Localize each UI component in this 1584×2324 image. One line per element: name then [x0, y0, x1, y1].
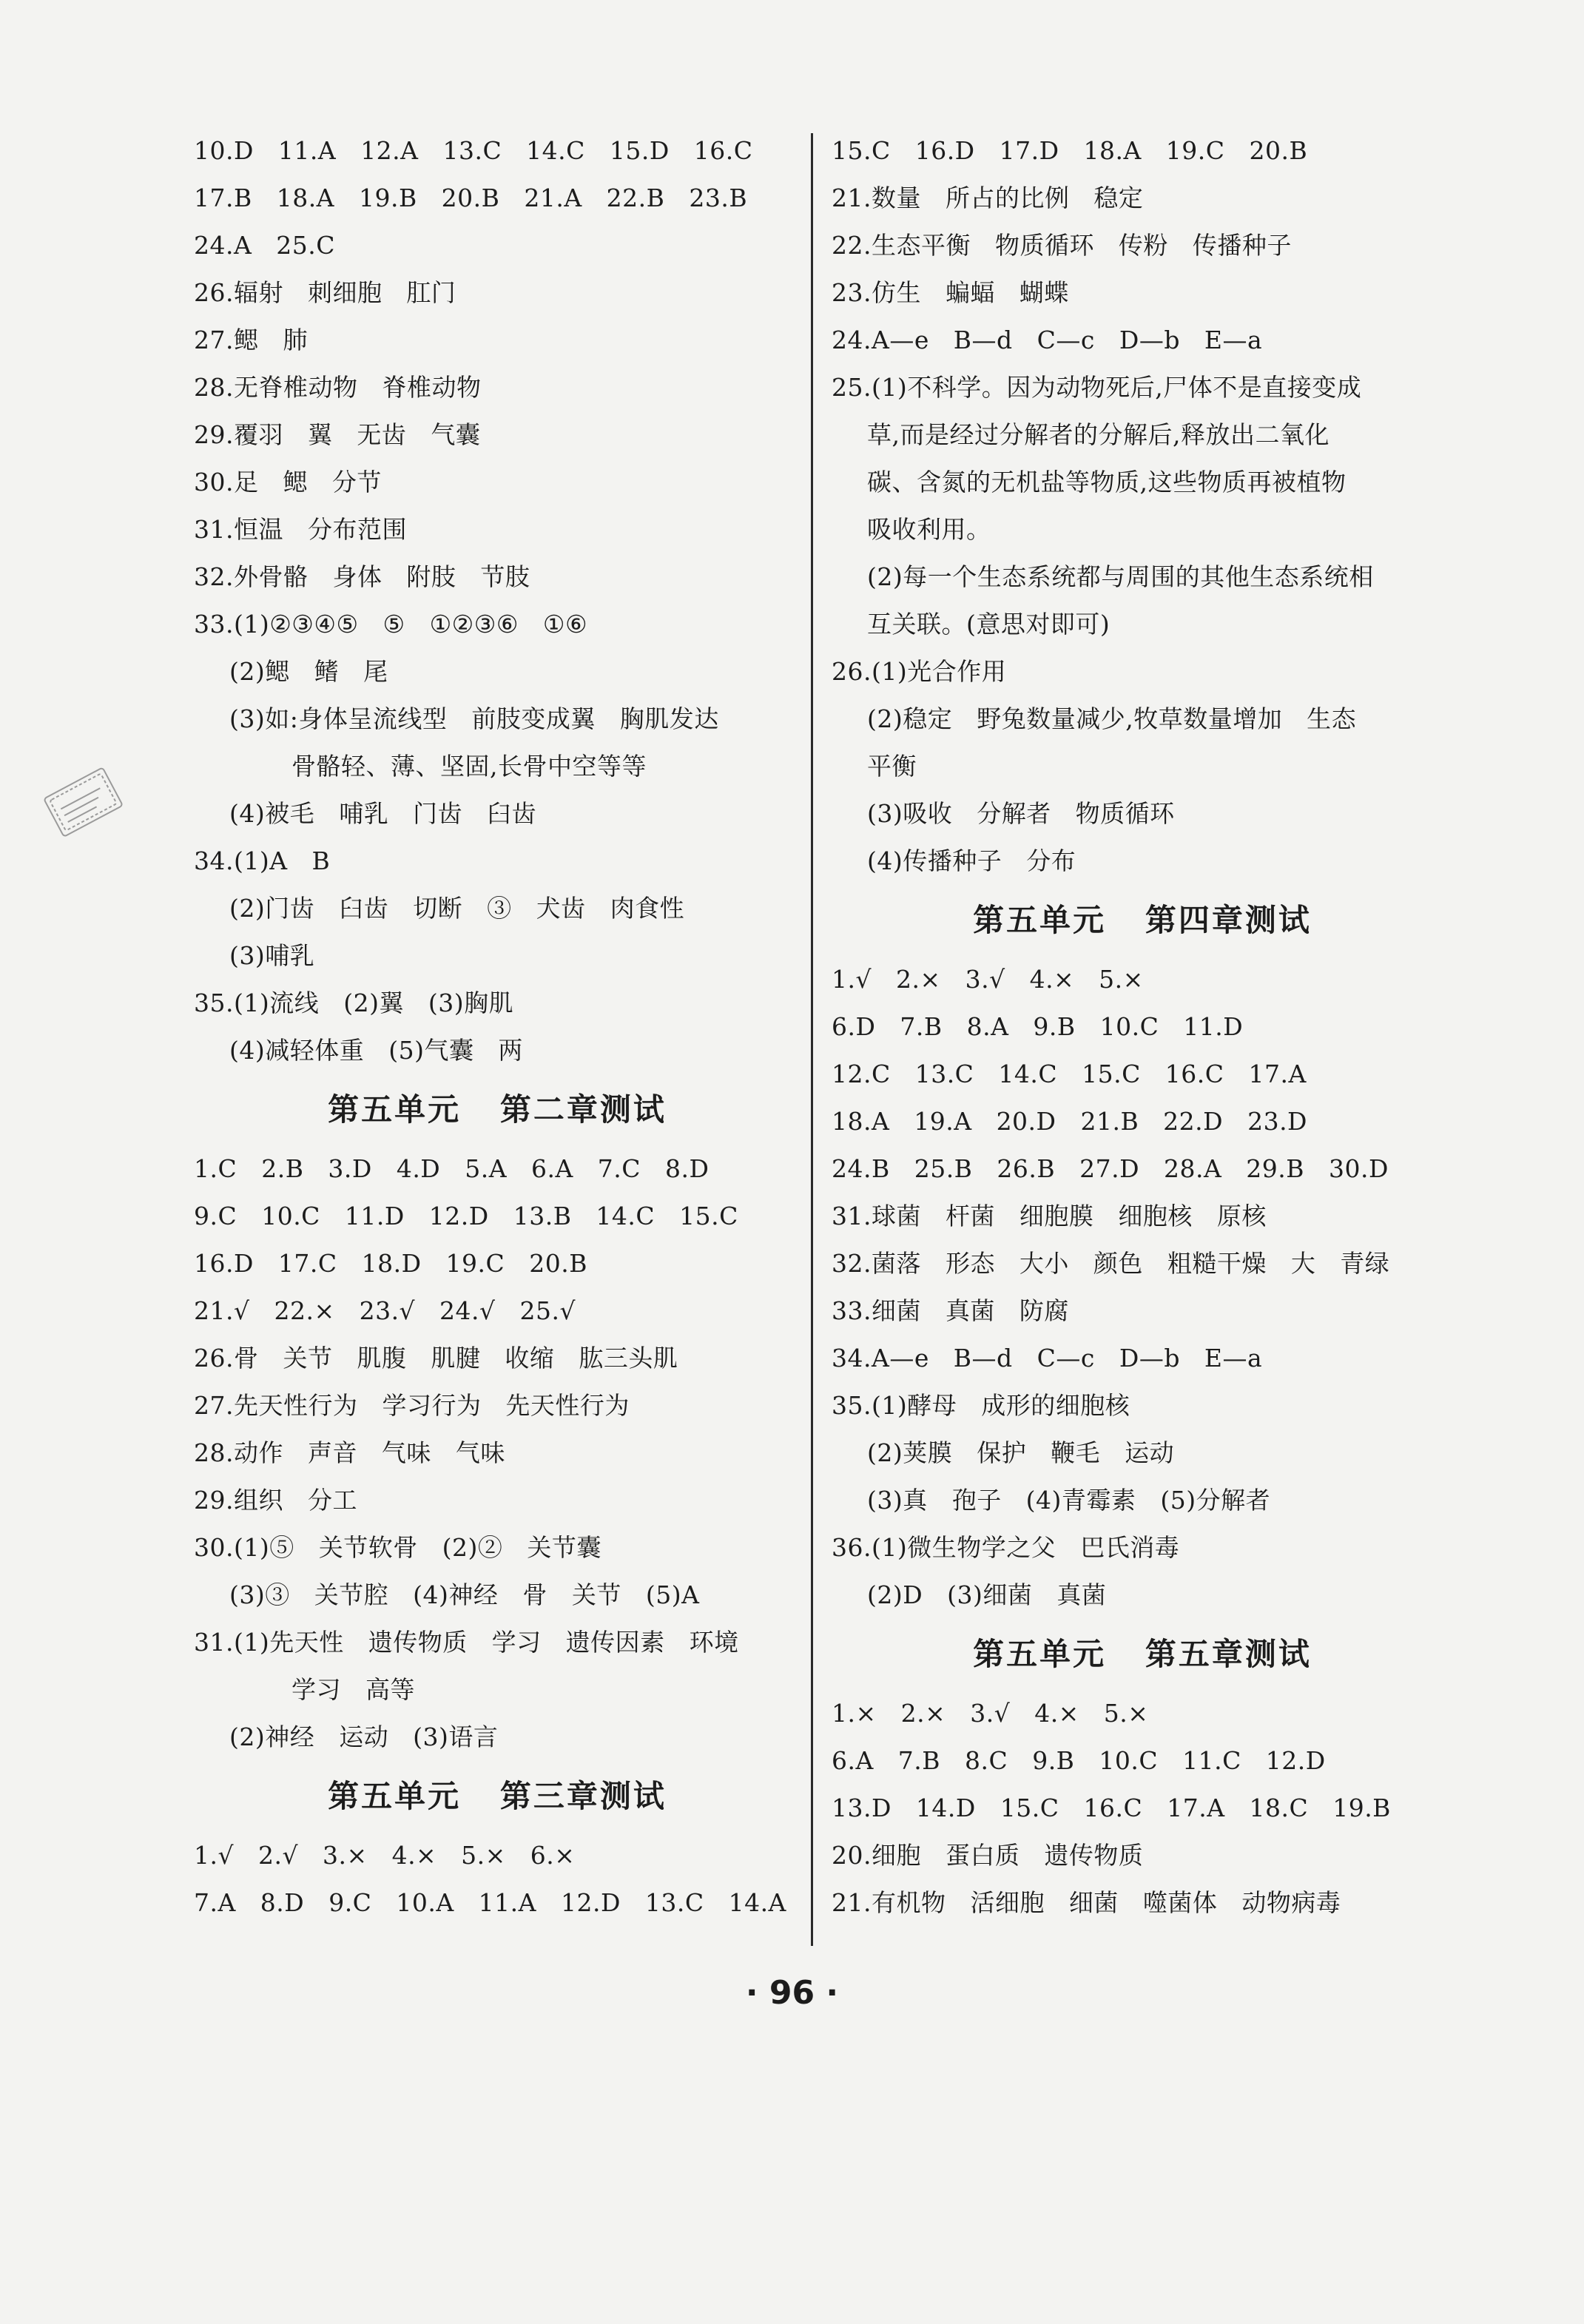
answer-line: 6.A 7.B 8.C 9.B 10.C 11.C 12.D — [832, 1746, 1326, 1775]
section-heading: 第五单元 第五章测试 — [973, 1636, 1312, 1672]
answer-line: 31.(1)先天性 遗传物质 学习 遗传因素 环境 — [194, 1628, 739, 1657]
answer-line: 31.恒温 分布范围 — [194, 515, 407, 544]
answer-line: (3)吸收 分解者 物质循环 — [867, 799, 1175, 828]
answer-line: 25.(1)不科学。因为动物死后,尸体不是直接变成 — [832, 373, 1362, 402]
answer-line: 24.A—e B—d C—c D—b E—a — [832, 326, 1263, 354]
left-block-2 — [194, 1145, 801, 1761]
right-block-1 — [832, 127, 1453, 885]
answer-line: 1.C 2.B 3.D 4.D 5.A 6.A 7.C 8.D — [194, 1154, 710, 1183]
answer-line: 32.外骨骼 身体 附肢 节肢 — [194, 562, 530, 591]
answer-line: 1.√ 2.× 3.√ 4.× 5.× — [832, 965, 1144, 994]
answer-line: 7.A 8.D 9.C 10.A 11.A 12.D 13.C 14.A — [194, 1888, 786, 1917]
answer-line: 21.数量 所占的比例 稳定 — [832, 183, 1144, 212]
answer-line: 34.(1)A B — [194, 846, 331, 875]
section-heading: 第五单元 第二章测试 — [328, 1091, 667, 1128]
left-block-1 — [194, 127, 801, 1074]
answer-line: 29.组织 分工 — [194, 1486, 357, 1515]
column-divider — [811, 133, 813, 1946]
section-heading: 第五单元 第四章测试 — [973, 902, 1312, 938]
answer-line: 1.√ 2.√ 3.× 4.× 5.× 6.× — [194, 1841, 576, 1870]
answer-line: (4)减轻体重 (5)气囊 两 — [229, 1036, 523, 1065]
left-column — [194, 127, 801, 1927]
answer-line: 31.球菌 杆菌 细胞膜 细胞核 原核 — [832, 1202, 1267, 1230]
answer-line: 17.B 18.A 19.B 20.B 21.A 22.B 23.B — [194, 183, 748, 212]
answer-line: (2)D (3)细菌 真菌 — [867, 1580, 1107, 1609]
answer-line: (3)哺乳 — [229, 941, 315, 970]
answer-line: 26.骨 关节 肌腹 肌腱 收缩 肱三头肌 — [194, 1344, 678, 1372]
answer-line: (2)荚膜 保护 鞭毛 运动 — [867, 1438, 1175, 1467]
answer-line: 30.足 鳃 分节 — [194, 468, 382, 496]
answer-line: 36.(1)微生物学之父 巴氏消毒 — [832, 1533, 1180, 1562]
answer-line: 28.动作 声音 气味 气味 — [194, 1438, 505, 1467]
answer-line: 1.× 2.× 3.√ 4.× 5.× — [832, 1699, 1149, 1728]
answer-line: (2)每一个生态系统都与周围的其他生态系统相 — [867, 562, 1374, 591]
answer-line: 草,而是经过分解者的分解后,释放出二氧化 — [867, 420, 1329, 449]
answer-line: (2)稳定 野兔数量减少,牧草数量增加 生态 — [867, 704, 1357, 733]
answer-line: 34.A—e B—d C—c D—b E—a — [832, 1344, 1263, 1372]
answer-line: (4)被毛 哺乳 门齿 臼齿 — [229, 799, 537, 828]
answer-line: (2)门齿 臼齿 切断 ③ 犬齿 肉食性 — [229, 894, 685, 923]
answer-line: 32.菌落 形态 大小 颜色 粗糙干燥 大 青绿 — [832, 1249, 1390, 1278]
watermark-stamp — [28, 762, 139, 843]
answer-line: 29.覆羽 翼 无齿 气囊 — [194, 420, 481, 449]
answer-line: 28.无脊椎动物 脊椎动物 — [194, 373, 482, 402]
answer-line: (2)鳃 鳍 尾 — [229, 657, 388, 686]
answer-line: 23.仿生 蝙蝠 蝴蝶 — [832, 278, 1069, 307]
answer-line: 18.A 19.A 20.D 21.B 22.D 23.D — [832, 1107, 1308, 1136]
answer-line: (4)传播种子 分布 — [867, 846, 1076, 875]
answer-line: 33.细菌 真菌 防腐 — [832, 1296, 1069, 1325]
answer-line: 21.有机物 活细胞 细菌 噬菌体 动物病毒 — [832, 1888, 1341, 1917]
section-heading: 第五单元 第三章测试 — [328, 1778, 667, 1814]
answer-line: 35.(1)酵母 成形的细胞核 — [832, 1391, 1130, 1420]
answer-line: 20.细胞 蛋白质 遗传物质 — [832, 1841, 1144, 1870]
answer-line: 33.(1)②③④⑤ ⑤ ①②③⑥ ①⑥ — [194, 610, 588, 639]
answer-line: 24.B 25.B 26.B 27.D 28.A 29.B 30.D — [832, 1154, 1389, 1183]
answer-line: 21.√ 22.× 23.√ 24.√ 25.√ — [194, 1296, 576, 1325]
answer-line: 6.D 7.B 8.A 9.B 10.C 11.D — [832, 1012, 1244, 1041]
answer-line: 9.C 10.C 11.D 12.D 13.B 14.C 15.C — [194, 1202, 738, 1230]
answer-line: 10.D 11.A 12.A 13.C 14.C 15.D 16.C — [194, 136, 753, 165]
answer-line: 27.鳃 肺 — [194, 326, 308, 354]
answer-line: 骨骼轻、薄、坚固,长骨中空等等 — [291, 752, 647, 781]
answer-line: 26.辐射 刺细胞 肛门 — [194, 278, 456, 307]
page-number: · 96 · — [745, 1974, 839, 2012]
answer-line: (3)③ 关节腔 (4)神经 骨 关节 (5)A — [229, 1580, 700, 1609]
answer-line: 学习 高等 — [291, 1675, 415, 1704]
answer-line: 15.C 16.D 17.D 18.A 19.C 20.B — [832, 136, 1308, 165]
answer-line: 吸收利用。 — [867, 515, 991, 544]
answer-line: 13.D 14.D 15.C 16.C 17.A 18.C 19.B — [832, 1793, 1391, 1822]
answer-line: (3)真 孢子 (4)青霉素 (5)分解者 — [867, 1486, 1271, 1515]
answer-line: 碳、含氮的无机盐等物质,这些物质再被植物 — [867, 468, 1347, 496]
right-block-2 — [832, 956, 1453, 1619]
answer-line: 互关联。(意思对即可) — [867, 610, 1111, 639]
left-block-3 — [194, 1832, 801, 1927]
answer-line: 35.(1)流线 (2)翼 (3)胸肌 — [194, 988, 514, 1017]
answer-line: (2)神经 运动 (3)语言 — [229, 1722, 499, 1751]
right-column — [832, 127, 1453, 1927]
answer-line: 26.(1)光合作用 — [832, 657, 1007, 686]
answer-line: 27.先天性行为 学习行为 先天性行为 — [194, 1391, 630, 1420]
answer-line: 24.A 25.C — [194, 231, 336, 260]
answer-line: 平衡 — [867, 752, 917, 781]
answer-line: 22.生态平衡 物质循环 传粉 传播种子 — [832, 231, 1292, 260]
right-block-3 — [832, 1690, 1453, 1927]
answer-line: 16.D 17.C 18.D 19.C 20.B — [194, 1249, 587, 1278]
answer-line: 12.C 13.C 14.C 15.C 16.C 17.A — [832, 1060, 1307, 1088]
answer-line: (3)如:身体呈流线型 前肢变成翼 胸肌发达 — [229, 704, 719, 733]
answer-line: 30.(1)⑤ 关节软骨 (2)② 关节囊 — [194, 1533, 601, 1562]
